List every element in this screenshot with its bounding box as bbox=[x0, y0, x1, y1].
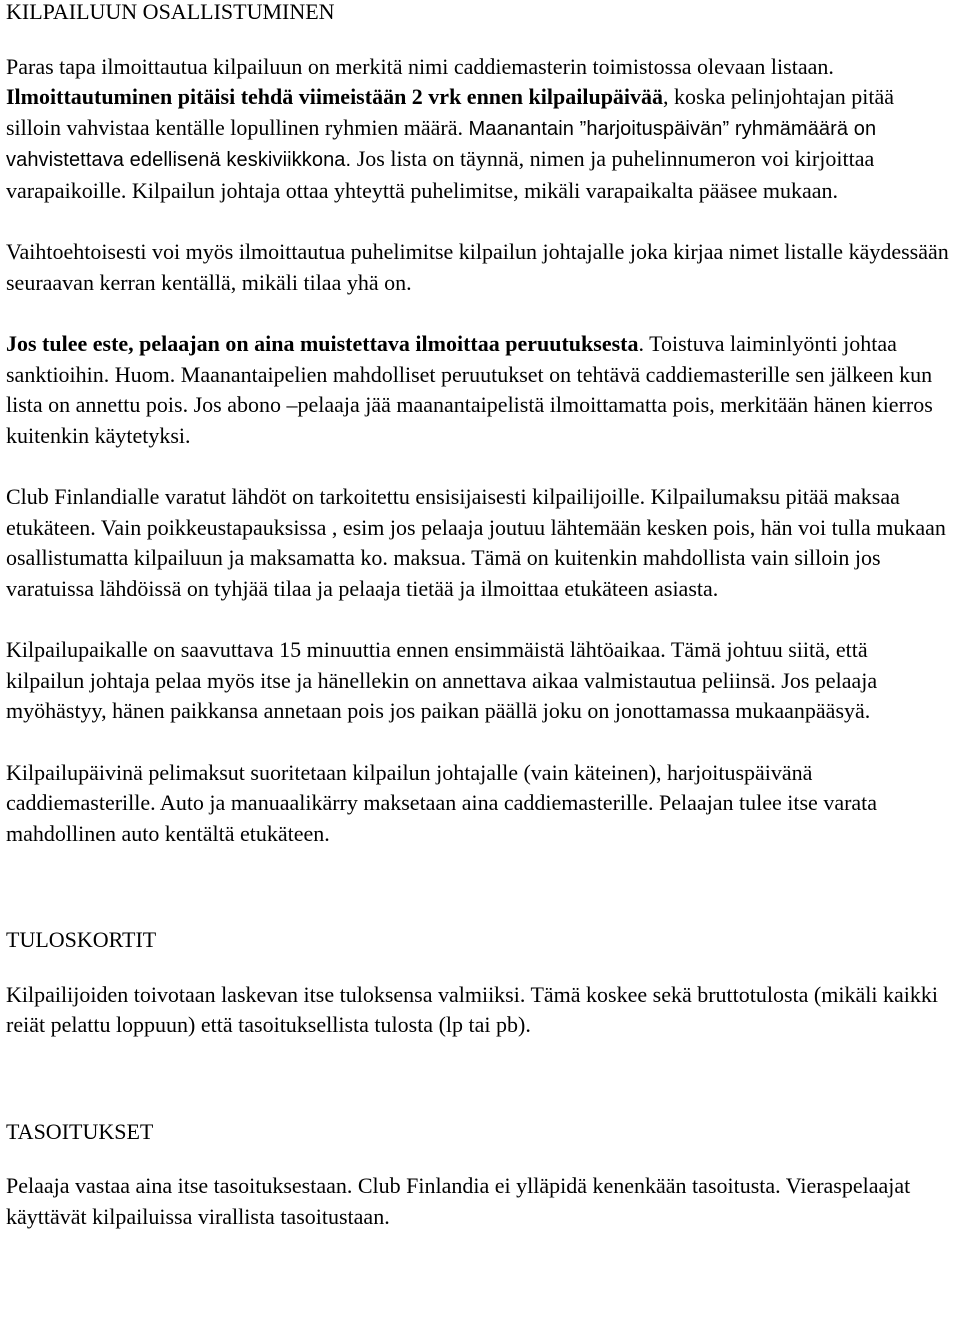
paragraph-phone-registration: Vaihtoehtoisesti voi myös ilmoittautua puhelimitse kilpailun johtajalle joka kirjaa nimet listalle käydessään seuraavan kerran kentällä, mikäli tilaa yhä on. bbox=[6, 239, 949, 295]
paragraph-scorecards: Kilpailijoiden toivotaan laskevan itse tuloksensa valmiiksi. Tämä koskee sekä bruttotulosta (mikäli kaikki reiät pelattu loppuun) että tasoituksellista tulosta (lp tai pb). bbox=[6, 981, 938, 1037]
text-run: Jos lista on täynnä, nimen ja puhelinnumeron voi kirjoittaa varapaikoille. Kilpailun johtaja ottaa yhteyttä puhelimitse, mikäli varapaikalta pääsee mukaan. bbox=[6, 146, 875, 203]
paragraph-cancellation bbox=[6, 329, 951, 451]
paragraph-registration bbox=[6, 52, 951, 207]
bold-text-deadline: Ilmoittautuminen pitäisi tehdä viimeistään 2 vrk ennen kilpailupäivää bbox=[6, 84, 664, 109]
text-run: , koska pelinjohtajan pitää silloin vahvistaa kentälle lopullinen ryhmien määrä. bbox=[6, 84, 894, 140]
paragraph-club-finlandia-starts: Club Finlandialle varatut lähdöt on tarkoitettu ensisijaisesti kilpailijoille. Kilpailumaksu pitää maksaa etukäteen. Vain poikkeustapauksissa , esim jos pelaaja joutuu lähtemään kesken pois, hän voi tulla mukaan osallistumatta kilpailuun ja maksamatta ko. maksua. Tämä on kuitenkin mahdollista vain silloin jos varatuissa lähdöissä on tyhjää tilaa ja pelaaja tietää ja ilmoittaa etukäteen asiasta. bbox=[6, 484, 946, 601]
bold-text-cancellation: Jos tulee este, pelaajan on aina muistettava ilmoittaa peruutuksesta bbox=[6, 331, 639, 356]
text-run-monday-note: Maanantain ”harjoituspäivän” ryhmämäärä on vahvistettava edellisenä keskiviikkona. bbox=[6, 117, 877, 171]
paragraph-fees: Kilpailupäivinä pelimaksut suoritetaan kilpailun johtajalle (vain käteinen), harjoituspäivänä caddiemasterille. Auto ja manuaalikärry maksetaan aina caddiemasterille. Pelaajan tulee itse varata mahdollinen auto kentältä etukäteen. bbox=[6, 759, 878, 846]
section-heading-tuloskortit: TULOSKORTIT bbox=[6, 927, 157, 952]
document-page bbox=[6, 0, 951, 1232]
text-run: . Toistuva laiminlyönti johtaa sanktioihin. Huom. Maanantaipelien mahdolliset peruutukset on tehtävä caddiemasterille sen jälkeen kun lista on annettu pois. Jos abono –pelaaja jää maanantaipelistä ilmoittamatta pois, merkitään hänen kierros kuitenkin käytetyksi. bbox=[6, 331, 933, 448]
section-heading-kilpailuun-osallistuminen: KILPAILUUN OSALLISTUMINEN bbox=[6, 0, 335, 24]
section-heading-tasoitukset: TASOITUKSET bbox=[6, 1118, 154, 1144]
text-run: Paras tapa ilmoittautua kilpailuun on merkitä nimi caddiemasterin toimistossa olevaan listaan. bbox=[6, 53, 834, 79]
paragraph-arrival-time: Kilpailupaikalle on saavuttava 15 minuuttia ennen ensimmäistä lähtöaikaa. Tämä johtuu siitä, että kilpailun johtaja pelaa myös itse ja hänellekin on annettava aikaa valmistautua peliinsä. Jos pelaaja myöhästyy, hänen paikkansa annetaan pois jos paikan päällä joku on jonottamassa mukaanpääsyä. bbox=[6, 637, 878, 723]
paragraph-handicaps: Pelaaja vastaa aina itse tasoituksestaan. Club Finlandia ei ylläpidä kenenkään tasoitusta. Vieraspelaajat käyttävät kilpailuissa virallista tasoitustaan. bbox=[6, 1173, 911, 1229]
